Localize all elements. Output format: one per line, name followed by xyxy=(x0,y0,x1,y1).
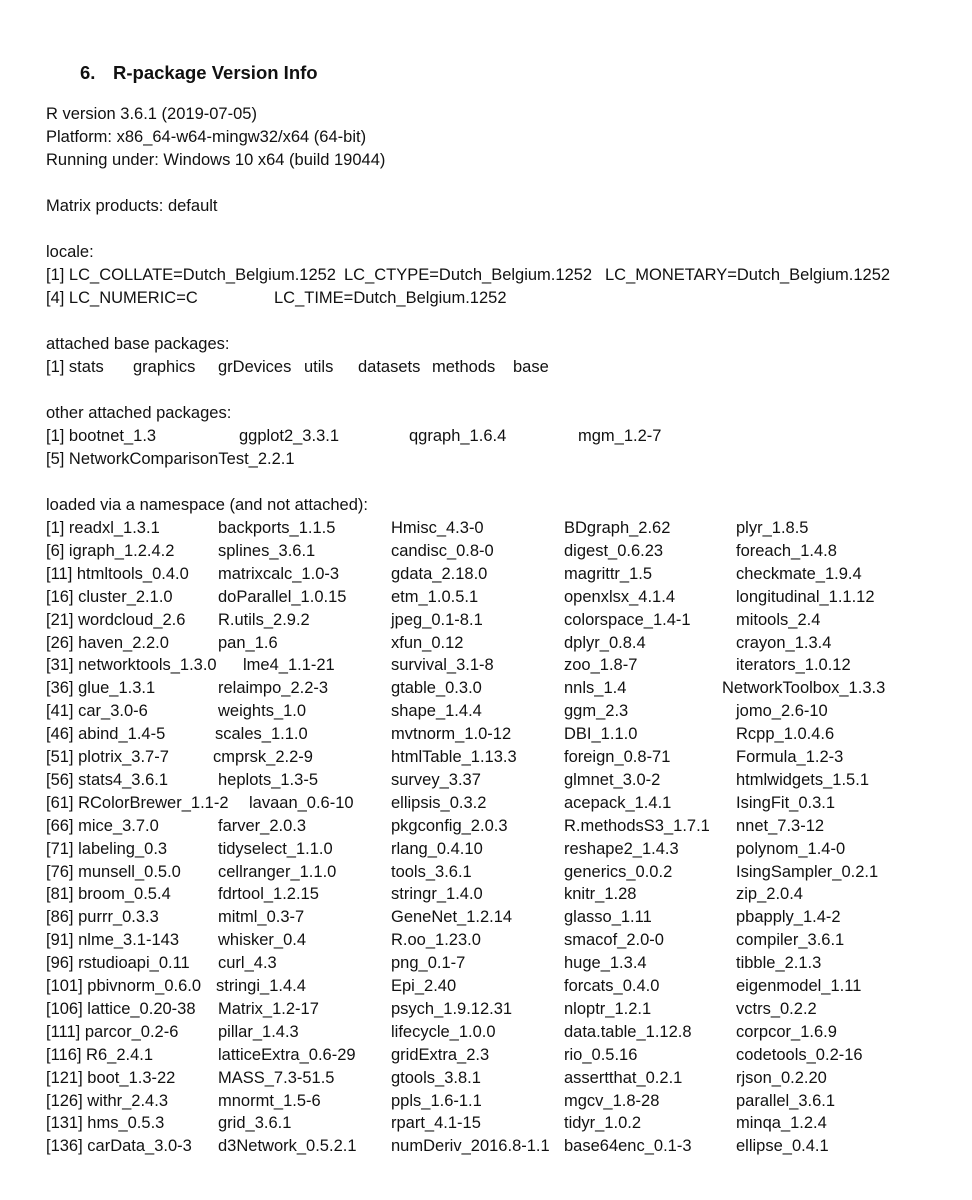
namespace-package-item: mitml_0.3-7 xyxy=(218,908,305,927)
namespace-package-item: Rcpp_1.0.4.6 xyxy=(736,725,835,744)
namespace-package-item: [91] nlme_3.1-143 xyxy=(46,931,180,950)
namespace-package-item: digest_0.6.23 xyxy=(564,541,664,560)
namespace-package-item: colorspace_1.4-1 xyxy=(564,610,691,629)
namespace-package-item: survey_3.37 xyxy=(391,770,481,789)
namespace-package-item: R.oo_1.23.0 xyxy=(391,931,481,950)
namespace-package-item: rpart_4.1-15 xyxy=(391,1114,481,1133)
namespace-package-item: [41] car_3.0-6 xyxy=(46,702,148,721)
namespace-package-item: [121] boot_1.3-22 xyxy=(46,1068,176,1087)
namespace-package-item: shape_1.4.4 xyxy=(391,702,482,721)
namespace-package-item: relaimpo_2.2-3 xyxy=(218,679,329,698)
namespace-package-item: pbapply_1.4-2 xyxy=(736,908,841,927)
namespace-package-item: pan_1.6 xyxy=(218,633,278,652)
namespace-package-item: backports_1.1.5 xyxy=(218,519,336,537)
namespace-package-item: [1] readxl_1.3.1 xyxy=(46,519,160,537)
namespace-package-item: tools_3.6.1 xyxy=(391,862,472,881)
namespace-package-item: grid_3.6.1 xyxy=(218,1114,292,1133)
namespace-package-item: pkgconfig_2.0.3 xyxy=(391,816,508,835)
namespace-package-item: [111] parcor_0.2-6 xyxy=(46,1022,179,1041)
platform-line: Platform: x86_64-w64-mingw32/x64 (64-bit) xyxy=(46,128,367,146)
base-package-item: base xyxy=(513,358,549,376)
namespace-package-item: mitools_2.4 xyxy=(736,610,821,629)
namespace-package-item: gdata_2.18.0 xyxy=(391,564,488,583)
namespace-package-item: corpcor_1.6.9 xyxy=(736,1022,837,1041)
section-number: 6. xyxy=(80,62,96,83)
namespace-package-item: gtools_3.8.1 xyxy=(391,1068,481,1087)
namespace-package-item: parallel_3.6.1 xyxy=(736,1091,836,1110)
namespace-package-item: MASS_7.3-51.5 xyxy=(218,1068,335,1087)
namespace-package-item: cellranger_1.1.0 xyxy=(218,862,337,881)
namespace-package-item: stringi_1.4.4 xyxy=(216,977,306,995)
namespace-package-item: cmprsk_2.2-9 xyxy=(213,748,313,766)
namespace-package-item: knitr_1.28 xyxy=(564,885,637,904)
namespace-package-item: lme4_1.1-21 xyxy=(243,656,335,675)
namespace-package-item: BDgraph_2.62 xyxy=(564,519,671,537)
namespace-package-item: checkmate_1.9.4 xyxy=(736,564,862,583)
locale-entry: LC_MONETARY=Dutch_Belgium.1252 xyxy=(605,266,891,284)
other-package-item: [5] NetworkComparisonTest_2.2.1 xyxy=(46,450,295,468)
namespace-package-item: R.utils_2.9.2 xyxy=(218,610,310,629)
namespace-package-item: crayon_1.3.4 xyxy=(736,633,832,652)
base-packages-label: attached base packages: xyxy=(46,335,230,353)
other-package-item: ggplot2_3.3.1 xyxy=(239,427,340,445)
locale-entry: LC_TIME=Dutch_Belgium.1252 xyxy=(274,289,507,307)
running-under-line: Running under: Windows 10 x64 (build 19044) xyxy=(46,151,386,169)
namespace-package-item: [136] carData_3.0-3 xyxy=(46,1137,192,1156)
namespace-package-item: ellipsis_0.3.2 xyxy=(391,793,487,812)
namespace-package-item: dplyr_0.8.4 xyxy=(564,633,646,652)
namespace-package-item: openxlsx_4.1.4 xyxy=(564,587,675,606)
base-package-item: [1] stats xyxy=(46,358,104,376)
base-package-item: methods xyxy=(432,358,496,376)
namespace-package-item: gtable_0.3.0 xyxy=(391,679,482,698)
namespace-package-item: fdrtool_1.2.15 xyxy=(218,885,319,904)
namespace-package-item: polynom_1.4-0 xyxy=(736,839,846,858)
section-title: R-package Version Info xyxy=(113,62,318,83)
namespace-package-item: [6] igraph_1.2.4.2 xyxy=(46,541,175,560)
namespace-package-item: [16] cluster_2.1.0 xyxy=(46,587,173,606)
namespace-package-item: htmlwidgets_1.5.1 xyxy=(736,770,869,789)
namespace-package-item: ppls_1.6-1.1 xyxy=(391,1091,482,1110)
namespace-package-item: eigenmodel_1.11 xyxy=(736,977,862,995)
locale-entry: [1] LC_COLLATE=Dutch_Belgium.1252 xyxy=(46,266,336,284)
namespace-package-item: doParallel_1.0.15 xyxy=(218,587,347,606)
section-heading xyxy=(80,62,318,84)
other-package-item: qgraph_1.6.4 xyxy=(409,427,507,445)
namespace-package-item: glasso_1.11 xyxy=(564,908,652,927)
namespace-package-item: [26] haven_2.2.0 xyxy=(46,633,169,652)
namespace-package-item: DBI_1.1.0 xyxy=(564,725,638,744)
namespace-package-item: ggm_2.3 xyxy=(564,702,629,721)
namespace-package-item: xfun_0.12 xyxy=(391,633,464,652)
namespace-package-item: codetools_0.2-16 xyxy=(736,1045,863,1064)
namespace-package-item: IsingSampler_0.2.1 xyxy=(736,862,879,881)
namespace-package-item: splines_3.6.1 xyxy=(218,541,316,560)
namespace-package-item: zip_2.0.4 xyxy=(736,885,803,904)
namespace-package-item: zoo_1.8-7 xyxy=(564,656,638,675)
namespace-package-item: pillar_1.4.3 xyxy=(218,1022,299,1041)
namespace-package-item: magrittr_1.5 xyxy=(564,564,653,583)
namespace-package-item: plyr_1.8.5 xyxy=(736,519,809,537)
namespace-package-item: [46] abind_1.4-5 xyxy=(46,725,166,744)
namespace-package-item: rjson_0.2.20 xyxy=(736,1068,827,1087)
namespace-package-item: Matrix_1.2-17 xyxy=(218,999,319,1018)
namespace-package-item: curl_4.3 xyxy=(218,954,277,973)
base-package-item: utils xyxy=(304,358,334,376)
namespace-package-item: foreach_1.4.8 xyxy=(736,541,837,560)
namespace-package-item: tidyr_1.0.2 xyxy=(564,1114,642,1133)
namespace-package-item: [31] networktools_1.3.0 xyxy=(46,656,217,675)
namespace-package-item: rio_0.5.16 xyxy=(564,1045,638,1064)
namespace-package-item: [21] wordcloud_2.6 xyxy=(46,610,186,629)
base-package-item: graphics xyxy=(133,358,196,376)
namespace-package-item: [131] hms_0.5.3 xyxy=(46,1114,165,1133)
namespace-package-item: jpeg_0.1-8.1 xyxy=(391,610,483,629)
namespace-package-item: gridExtra_2.3 xyxy=(391,1045,490,1064)
namespace-package-item: glmnet_3.0-2 xyxy=(564,770,661,789)
namespace-package-item: base64enc_0.1-3 xyxy=(564,1137,692,1156)
namespace-package-item: longitudinal_1.1.12 xyxy=(736,587,875,606)
namespace-package-item: GeneNet_1.2.14 xyxy=(391,908,513,927)
namespace-package-item: [11] htmltools_0.4.0 xyxy=(46,564,189,583)
namespace-package-item: [51] plotrix_3.7-7 xyxy=(46,748,169,766)
namespace-package-item: farver_2.0.3 xyxy=(218,816,307,835)
namespace-package-item: tidyselect_1.1.0 xyxy=(218,839,333,858)
namespace-package-item: IsingFit_0.3.1 xyxy=(736,793,836,812)
base-package-item: grDevices xyxy=(218,358,292,376)
namespace-package-item: [96] rstudioapi_0.11 xyxy=(46,954,190,973)
namespace-package-item: png_0.1-7 xyxy=(391,954,466,973)
namespace-package-item: numDeriv_2016.8-1.1 xyxy=(391,1137,550,1156)
namespace-package-item: latticeExtra_0.6-29 xyxy=(218,1045,356,1064)
namespace-package-item: heplots_1.3-5 xyxy=(218,770,318,789)
namespace-package-item: scales_1.1.0 xyxy=(215,725,308,744)
namespace-package-item: tibble_2.1.3 xyxy=(736,954,822,973)
other-package-item: mgm_1.2-7 xyxy=(578,427,662,445)
namespace-package-item: [101] pbivnorm_0.6.0 xyxy=(46,977,202,995)
matrix-products-line: Matrix products: default xyxy=(46,197,218,215)
namespace-package-item: huge_1.3.4 xyxy=(564,954,647,973)
namespace-package-item: matrixcalc_1.0-3 xyxy=(218,564,340,583)
namespace-package-item: mvtnorm_1.0-12 xyxy=(391,725,512,744)
namespace-package-item: nnet_7.3-12 xyxy=(736,816,825,835)
namespace-package-item: [56] stats4_3.6.1 xyxy=(46,770,169,789)
namespace-package-item: Epi_2.40 xyxy=(391,977,457,995)
namespace-package-item: [81] broom_0.5.4 xyxy=(46,885,171,904)
locale-entry: [4] LC_NUMERIC=C xyxy=(46,289,198,307)
namespace-package-item: [116] R6_2.4.1 xyxy=(46,1045,154,1064)
namespace-package-item: htmlTable_1.13.3 xyxy=(391,748,517,766)
namespace-packages-label: loaded via a namespace (and not attached): xyxy=(46,496,368,514)
namespace-package-item: stringr_1.4.0 xyxy=(391,885,483,904)
locale-label: locale: xyxy=(46,243,94,261)
namespace-package-item: [71] labeling_0.3 xyxy=(46,839,168,858)
r-version-line: R version 3.6.1 (2019-07-05) xyxy=(46,105,257,123)
namespace-package-item: nnls_1.4 xyxy=(564,679,627,698)
namespace-package-item: ellipse_0.4.1 xyxy=(736,1137,829,1156)
namespace-package-item: mnormt_1.5-6 xyxy=(218,1091,321,1110)
namespace-package-item: vctrs_0.2.2 xyxy=(736,999,817,1018)
namespace-package-item: [106] lattice_0.20-38 xyxy=(46,999,196,1018)
namespace-package-item: compiler_3.6.1 xyxy=(736,931,845,950)
namespace-package-item: survival_3.1-8 xyxy=(391,656,494,675)
namespace-package-item: mgcv_1.8-28 xyxy=(564,1091,660,1110)
namespace-package-item: iterators_1.0.12 xyxy=(736,656,851,675)
namespace-package-item: whisker_0.4 xyxy=(218,931,307,950)
namespace-package-item: Hmisc_4.3-0 xyxy=(391,519,484,537)
namespace-package-item: d3Network_0.5.2.1 xyxy=(218,1137,357,1156)
namespace-package-item: generics_0.0.2 xyxy=(564,862,673,881)
namespace-package-item: NetworkToolbox_1.3.3 xyxy=(722,679,886,698)
base-package-item: datasets xyxy=(358,358,421,376)
namespace-package-item: rlang_0.4.10 xyxy=(391,839,483,858)
other-package-item: [1] bootnet_1.3 xyxy=(46,427,157,445)
namespace-package-item: [86] purrr_0.3.3 xyxy=(46,908,159,927)
namespace-package-item: Formula_1.2-3 xyxy=(736,748,844,766)
namespace-package-item: [76] munsell_0.5.0 xyxy=(46,862,181,881)
namespace-package-item: psych_1.9.12.31 xyxy=(391,999,513,1018)
other-packages-label: other attached packages: xyxy=(46,404,232,422)
namespace-package-item: candisc_0.8-0 xyxy=(391,541,494,560)
namespace-package-item: acepack_1.4.1 xyxy=(564,793,672,812)
namespace-package-item: [126] withr_2.4.3 xyxy=(46,1091,168,1110)
namespace-package-item: etm_1.0.5.1 xyxy=(391,587,479,606)
namespace-package-item: [61] RColorBrewer_1.1-2 xyxy=(46,793,229,812)
namespace-package-item: [66] mice_3.7.0 xyxy=(46,816,159,835)
namespace-package-item: minqa_1.2.4 xyxy=(736,1114,827,1133)
namespace-package-item: foreign_0.8-71 xyxy=(564,748,671,766)
namespace-package-item: nloptr_1.2.1 xyxy=(564,999,652,1018)
namespace-package-item: [36] glue_1.3.1 xyxy=(46,679,156,698)
namespace-package-item: assertthat_0.2.1 xyxy=(564,1068,683,1087)
namespace-package-item: lifecycle_1.0.0 xyxy=(391,1022,496,1041)
namespace-package-item: data.table_1.12.8 xyxy=(564,1022,692,1041)
namespace-package-item: R.methodsS3_1.7.1 xyxy=(564,816,710,835)
namespace-package-item: smacof_2.0-0 xyxy=(564,931,664,950)
locale-entry: LC_CTYPE=Dutch_Belgium.1252 xyxy=(344,266,593,284)
namespace-package-item: weights_1.0 xyxy=(218,702,307,721)
namespace-package-item: reshape2_1.4.3 xyxy=(564,839,679,858)
namespace-package-item: lavaan_0.6-10 xyxy=(249,793,354,812)
namespace-package-item: forcats_0.4.0 xyxy=(564,977,660,995)
namespace-package-item: jomo_2.6-10 xyxy=(736,702,828,721)
